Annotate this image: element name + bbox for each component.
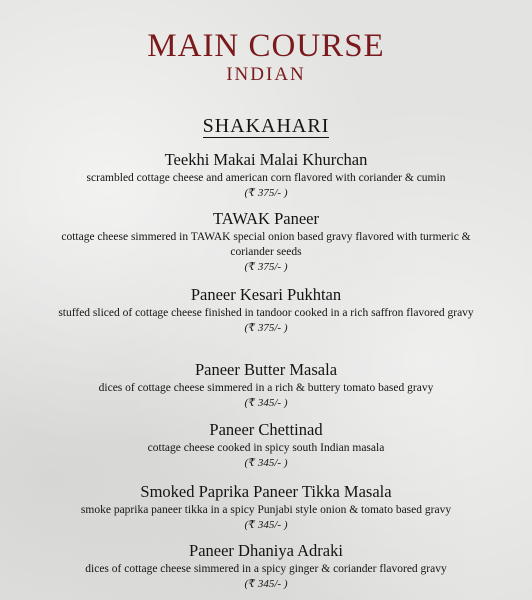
item-price: (₹ 375/- ) xyxy=(244,187,288,199)
item-description: stuffed sliced of cottage cheese finished in tandoor cooked in a rich saffron flavored gravy xyxy=(58,307,474,319)
item-name: Paneer Chettinad xyxy=(209,420,323,439)
item-price: (₹ 345/- ) xyxy=(244,519,288,531)
menu-item xyxy=(0,483,532,532)
menu-item xyxy=(0,542,532,591)
item-description: dices of cottage cheese simmered in a rich & buttery tomato based gravy xyxy=(98,382,434,394)
item-description: cottage cheese cooked in spicy south Indian masala xyxy=(147,442,385,454)
item-description: dices of cottage cheese simmered in a spicy ginger & coriander flavored gravy xyxy=(85,563,447,575)
item-price: (₹ 345/- ) xyxy=(244,578,288,590)
section-title-text: SHAKAHARI xyxy=(202,115,330,137)
item-name: Teekhi Makai Malai Khurchan xyxy=(164,150,368,169)
item-description: smoke paprika paneer tikka in a spicy Punjabi style onion & tomato based gravy xyxy=(80,504,452,516)
item-name: Paneer Kesari Pukhtan xyxy=(190,285,342,304)
menu-item xyxy=(0,421,532,470)
menu-item xyxy=(0,210,532,274)
item-name: Paneer Dhaniya Adraki xyxy=(189,541,343,560)
item-name: Paneer Butter Masala xyxy=(194,360,338,379)
item-name: Smoked Paprika Paneer Tikka Masala xyxy=(140,482,392,501)
item-name: TAWAK Paneer xyxy=(213,209,319,228)
menu-item xyxy=(0,361,532,410)
menu-item xyxy=(0,286,532,335)
menu-title: MAIN COURSE xyxy=(147,28,385,64)
item-price: (₹ 345/- ) xyxy=(244,397,288,409)
item-price: (₹ 375/- ) xyxy=(244,261,288,273)
section-title xyxy=(0,113,532,139)
item-description: cottage cheese simmered in TAWAK special onion based gravy flavored with turmeric & coriander seeds xyxy=(61,231,471,258)
item-description: scrambled cottage cheese and american corn flavored with coriander & cumin xyxy=(86,172,446,184)
menu-item xyxy=(0,151,532,200)
item-price: (₹ 345/- ) xyxy=(244,457,288,469)
menu-subtitle: INDIAN xyxy=(226,64,306,85)
item-price: (₹ 375/- ) xyxy=(244,322,288,334)
